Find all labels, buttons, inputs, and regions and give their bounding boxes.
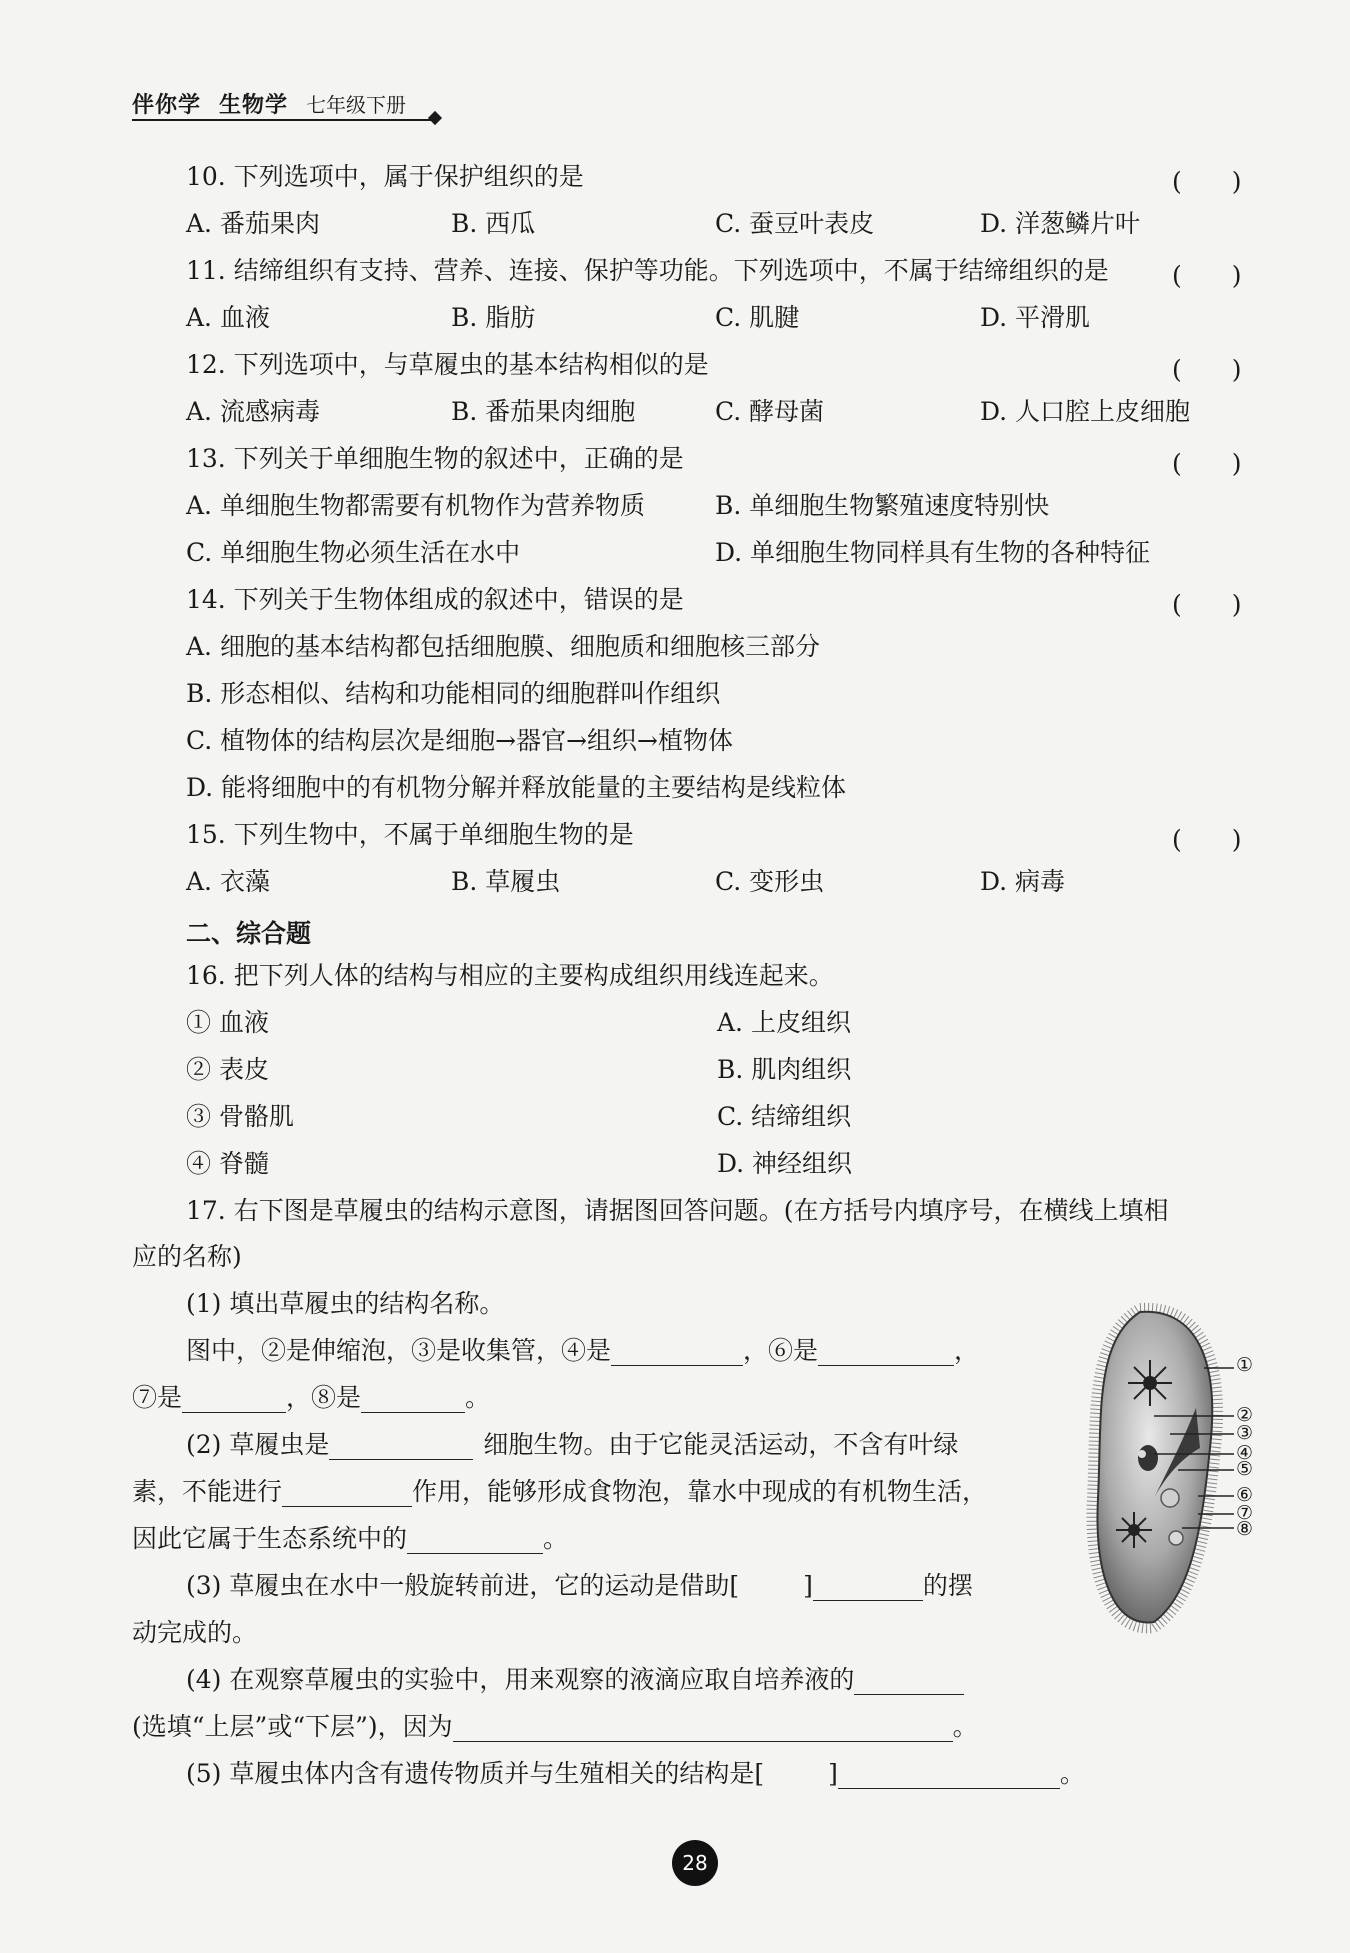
- q16-right-item[interactable]: A. 上皮组织: [717, 1008, 851, 1037]
- figure-label: ⑤: [1236, 1458, 1254, 1480]
- blank-5-name[interactable]: [838, 1762, 1060, 1789]
- contractile-vacuole-icon: [1128, 1360, 1172, 1406]
- q12-option-c: C. 酵母菌: [715, 397, 825, 426]
- q16-left-item[interactable]: ④ 脊髓: [186, 1149, 269, 1178]
- q13-option-a: A. 单细胞生物都需要有机物作为营养物质: [186, 491, 645, 520]
- q17-part1-line2: ⑦是 ，⑧是 。: [132, 1383, 491, 1412]
- q11-option-b: B. 脂肪: [451, 303, 536, 332]
- q10-option-b: B. 西瓜: [451, 209, 536, 238]
- page-number-badge: 28: [672, 1840, 718, 1886]
- blank-layer[interactable]: [854, 1668, 964, 1695]
- q15-stem: 15. 下列生物中，不属于单细胞生物的是: [186, 820, 634, 849]
- q16-left-item[interactable]: ③ 骨骼肌: [186, 1102, 294, 1131]
- q10-option-c: C. 蚕豆叶表皮: [715, 209, 875, 238]
- q11-answer-paren[interactable]: ( ): [1172, 261, 1242, 290]
- q11-stem: 11. 结缔组织有支持、营养、连接、保护等功能。下列选项中，不属于结缔组织的是: [186, 256, 1109, 285]
- q14-answer-paren[interactable]: ( ): [1172, 590, 1242, 619]
- q15-option-a: A. 衣藻: [186, 867, 270, 896]
- blank-ecosystem-role[interactable]: [407, 1527, 543, 1554]
- q14-option-c: C. 植物体的结构层次是细胞→器官→组织→植物体: [186, 726, 733, 755]
- q16-right-item[interactable]: D. 神经组织: [717, 1149, 853, 1178]
- q14-option-d: D. 能将细胞中的有机物分解并释放能量的主要结构是线粒体: [186, 773, 847, 802]
- q17-part1-line1: 图中，②是伸缩泡，③是收集管，④是 ，⑥是 ，: [186, 1336, 980, 1365]
- q13-option-b: B. 单细胞生物繁殖速度特别快: [715, 491, 1050, 520]
- q17-part4-line1: (4) 在观察草履虫的实验中，用来观察的液滴应取自培养液的: [186, 1665, 964, 1695]
- q12-option-b: B. 番茄果肉细胞: [451, 397, 636, 426]
- blank-3-name[interactable]: [813, 1574, 923, 1601]
- blank-cell-type[interactable]: [329, 1433, 473, 1460]
- q17-part3-line2: 动完成的。: [132, 1618, 258, 1647]
- blank-6-name[interactable]: [818, 1339, 954, 1366]
- q16-right-item[interactable]: B. 肌肉组织: [717, 1055, 852, 1084]
- q17-stem-cont: 应的名称): [132, 1242, 242, 1271]
- macronucleus: [1138, 1445, 1158, 1471]
- page-header: [132, 88, 406, 119]
- q17-part2-line1: (2) 草履虫是 细胞生物。由于它能灵活运动，不含有叶绿: [186, 1430, 959, 1459]
- q16-left-item[interactable]: ② 表皮: [186, 1055, 269, 1084]
- paramecium-diagram: [1058, 1298, 1278, 1643]
- q10-option-a: A. 番茄果肉: [186, 209, 320, 238]
- q13-option-c: C. 单细胞生物必须生活在水中: [186, 538, 521, 567]
- q15-answer-paren[interactable]: ( ): [1172, 825, 1242, 854]
- figure-label: ①: [1236, 1354, 1254, 1376]
- figure-label: ⑧: [1236, 1518, 1254, 1540]
- figure-label: ②: [1236, 1404, 1254, 1426]
- q12-option-d: D. 人口腔上皮细胞: [980, 397, 1191, 426]
- q13-option-d: D. 单细胞生物同样具有生物的各种特征: [715, 538, 1151, 567]
- q10-option-d: D. 洋葱鳞片叶: [980, 209, 1141, 238]
- q14-stem: 14. 下列关于生物体组成的叙述中，错误的是: [186, 585, 684, 614]
- blank-7-name[interactable]: [182, 1386, 286, 1413]
- food-vacuole: [1161, 1489, 1179, 1507]
- q17-part3-line1: (3) 草履虫在水中一般旋转前进，它的运动是借助[ ] 的摆: [186, 1571, 973, 1600]
- q17-part5-line1: (5) 草履虫体内含有遗传物质并与生殖相关的结构是[ ] 。: [186, 1759, 1085, 1788]
- subject-title: 生物学: [219, 93, 289, 118]
- section-heading: 二、综合题: [186, 919, 312, 948]
- q17-part2-line3: 因此它属于生态系统中的 。: [132, 1524, 569, 1553]
- q12-option-a: A. 流感病毒: [186, 397, 320, 426]
- figure-label: ④: [1236, 1442, 1254, 1464]
- q14-option-b: B. 形态相似、结构和功能相同的细胞群叫作组织: [186, 679, 721, 708]
- food-vacuole: [1169, 1531, 1183, 1545]
- q15-option-b: B. 草履虫: [451, 867, 561, 896]
- figure-label: ⑥: [1236, 1484, 1254, 1506]
- header-rule: [132, 119, 436, 121]
- q16-stem: 16. 把下列人体的结构与相应的主要构成组织用线连起来。: [186, 961, 834, 990]
- book-title: 伴你学: [132, 93, 202, 118]
- figure-label: ⑦: [1236, 1502, 1254, 1524]
- q11-option-c: C. 肌腱: [715, 303, 800, 332]
- q14-option-a: A. 细胞的基本结构都包括细胞膜、细胞质和细胞核三部分: [186, 632, 820, 661]
- blank-reason[interactable]: [453, 1715, 953, 1742]
- q11-option-a: A. 血液: [186, 303, 270, 332]
- q17-stem: 17. 右下图是草履虫的结构示意图，请据图回答问题。(在方括号内填序号，在横线上填相: [186, 1196, 1169, 1225]
- q13-stem: 13. 下列关于单细胞生物的叙述中，正确的是: [186, 444, 684, 473]
- header-diamond: [428, 111, 442, 125]
- q16-left-item[interactable]: ① 血液: [186, 1008, 269, 1037]
- q11-option-d: D. 平滑肌: [980, 303, 1091, 332]
- q15-option-d: D. 病毒: [980, 867, 1066, 896]
- q12-stem: 12. 下列选项中，与草履虫的基本结构相似的是: [186, 350, 709, 379]
- q17-part4-line2: (选填“上层”或“下层”)，因为 。: [132, 1712, 978, 1741]
- q17-part1-heading: (1) 填出草履虫的结构名称。: [186, 1289, 505, 1318]
- q10-stem: 10. 下列选项中，属于保护组织的是: [186, 162, 584, 191]
- figure-label: ③: [1236, 1422, 1254, 1444]
- blank-4-name[interactable]: [611, 1339, 743, 1366]
- q12-answer-paren[interactable]: ( ): [1172, 355, 1242, 384]
- q15-option-c: C. 变形虫: [715, 867, 825, 896]
- q13-answer-paren[interactable]: ( ): [1172, 449, 1242, 478]
- micronucleus: [1138, 1450, 1146, 1458]
- grade-label: 七年级下册: [306, 93, 407, 117]
- blank-process[interactable]: [282, 1480, 412, 1507]
- q10-answer-paren[interactable]: ( ): [1172, 167, 1242, 196]
- q17-part2-line2: 素，不能进行 作用，能够形成食物泡，靠水中现成的有机物生活，: [132, 1477, 988, 1506]
- blank-8-name[interactable]: [361, 1386, 465, 1413]
- q16-right-item[interactable]: C. 结缔组织: [717, 1102, 852, 1131]
